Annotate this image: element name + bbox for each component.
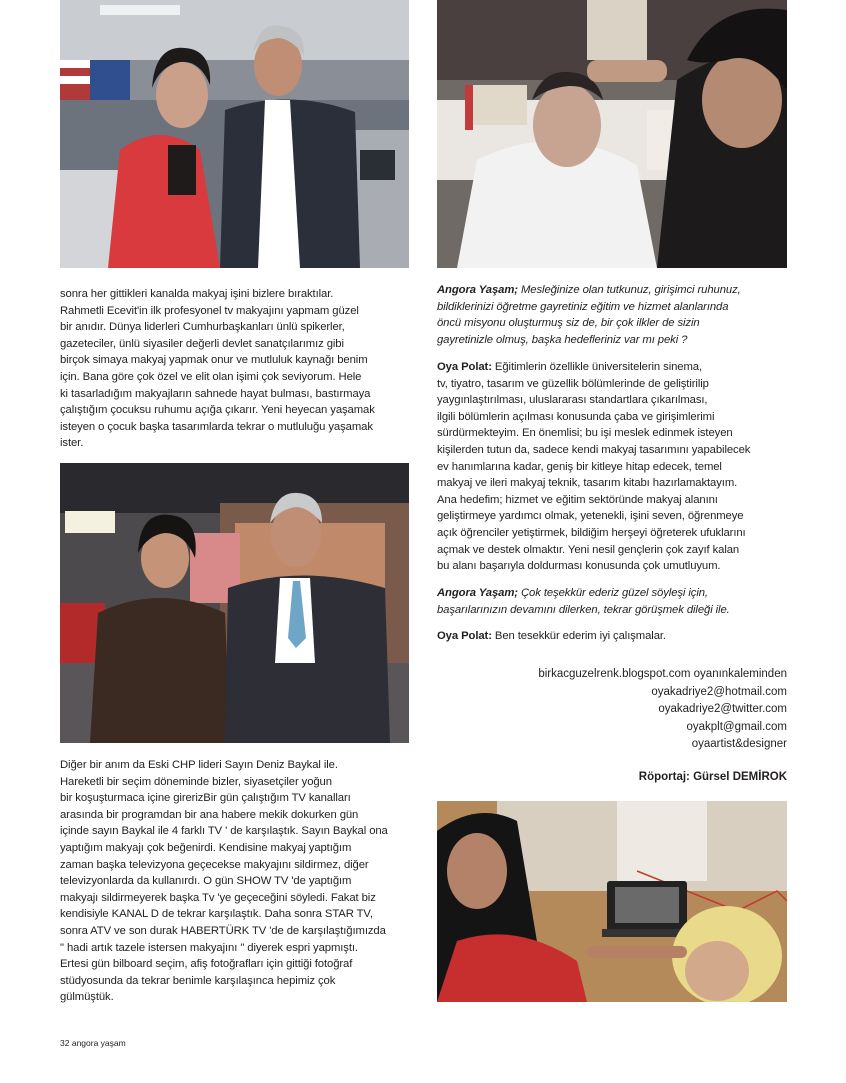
text-line: Hareketli bir seçim döneminde bizler, siyasetçiler yoğun <box>60 775 332 788</box>
text-line: Mesleğinize olan tutkunuz, girişimci ruhunuz, <box>517 284 741 296</box>
text-line: gayretinizle olmuş, başka hedefleriniz var mı peki ? <box>437 333 688 346</box>
text-line: stüdyosunda da tekrar benimle karşılaşınca hepimiz çok <box>60 974 336 987</box>
contact-blog: birkacguzelrenk.blogspot.com oyanınkaleminden <box>538 668 787 680</box>
interview-answer-1 <box>437 359 795 575</box>
text-line: ki tasarladığım makyajların sahnede hayat bulması, bastırmaya <box>60 387 371 400</box>
contact-twitter: oyakadriye2@twitter.com <box>658 703 787 715</box>
text-line: Rahmetli Ecevit'in ilk profesyonel tv makyajını yapmam güzel <box>60 304 359 317</box>
text-line: zaman başka televizyona geçecekse makyajını sildirmez, diğer <box>60 858 369 871</box>
text-line: " hadi artık tazele istersen makyajını " diyerek espri yapmıştı. <box>60 941 358 954</box>
text-line: öncü misyonu oluşturmuş siz de, bir çok ilkler de sizin <box>437 317 700 330</box>
text-line: açık öğrenciler yetiştirmek, bildiğim herşeyi öğreterek ufuklarını <box>437 526 746 539</box>
text-line: gülmüştük. <box>60 991 114 1004</box>
text-line: çalıştığım çocuksu ruhumu açığa çıkarır. Yeni heyecan yaşamak <box>60 404 375 417</box>
text-line: makyaj ve ileri makyaj teknik, tasarım kitabı hazırlamaktayım. <box>437 477 738 490</box>
text-line: tv, tiyatro, tasarım ve güzellik bölümlerinde de geliştirilip <box>437 377 709 390</box>
magazine-name: angora yaşam <box>71 1038 126 1048</box>
photo-makeup-with-laptop <box>437 801 787 1002</box>
text-line: geliştirmeye yardımcı olmak, yetenekli, işini seven, öğrenmeye <box>437 510 744 523</box>
text-line: makyajı sildirmeyerek başka Tv 'ye geçeceğini söyledi. Fakat biz <box>60 891 376 904</box>
text-line: televizyonlarda da kullanırdı. O gün SHOW TV 'de yaptığım <box>60 875 352 888</box>
page-number: 32 <box>60 1038 70 1048</box>
left-paragraph-1 <box>60 286 412 452</box>
text-line: Ertesi gün bilboard seçim, afiş fotoğrafları için gittiği fotoğraf <box>60 958 353 971</box>
text-line: Ana hedefim; hizmet ve eğitim sektöründe makyaj alanını <box>437 493 718 506</box>
text-line: arasında bir programdan bir ana habere mekik dokurken gün <box>60 808 359 821</box>
text-line: bu alanı başarıyla doldurması konusunda çok umutluyum. <box>437 560 721 573</box>
text-line: ister. <box>60 437 84 450</box>
page-footer <box>60 1038 126 1048</box>
text-line: kendisiyle KANAL D de tekrar karşılaştık. Daha sonra STAR TV, <box>60 908 373 921</box>
text-line: sürdürmekteyim. En önemlisi; bu işi meslek edinmek isteyen <box>437 427 733 440</box>
contact-title: oyaartist&designer <box>691 738 787 750</box>
interview-question-1 <box>437 282 795 348</box>
photo-newsroom-with-guest <box>60 0 409 268</box>
text-line: bir anıdır. Dünya liderleri Cumhurbaşkanları ünlü spikerler, <box>60 321 345 334</box>
photo-tv-studio-with-politician <box>60 463 409 743</box>
text-line: sonra ATV ve son durak HABERTÜRK TV 'de de karşılaştığımızda <box>60 924 386 937</box>
interviewee-label: Oya Polat: <box>437 630 492 642</box>
text-line: yaygınlaştırılması, uluslararası standartlara çıkarılması, <box>437 394 708 407</box>
text-line: bildiklerinizi öğretme gayretiniz eğitim ve hizmet alanlarında <box>437 300 729 313</box>
interview-question-2 <box>437 585 795 618</box>
contact-email: oyakplt@gmail.com <box>686 720 787 733</box>
text-line: ilgili bölümlerin açılması konusunda çaba ve girişimlerimi <box>437 410 715 423</box>
text-line: içinde sayın Baykal ile 4 farklı TV ' de karşılaştık. Sayın Baykal ona <box>60 825 388 838</box>
text-line: yaptığım makyajı çok beğenirdi. Kendisine makyaj yaptığım <box>60 841 352 854</box>
interview-credit: Röportaj: Gürsel DEMİROK <box>638 771 787 783</box>
text-line: birçok simaya makyaj yapmak onur ve mutluluk kaynağı benim <box>60 354 368 367</box>
photo-makeup-application <box>437 0 787 268</box>
text-line: kişilerden tutun da, sadece kendi makyaj tasarımını yapabilecek <box>437 443 751 456</box>
contact-list <box>437 666 787 754</box>
text-line: açmak ve destek olmaktır. Yeni nesil gençlerin çok zayıf kalan <box>437 543 740 556</box>
text-line: gazeteciler, ünlü siyasiler değerli devlet sanatçılarımız gibi <box>60 337 344 350</box>
text-line: bir koşuşturmaca içine girerizBir gün çalıştığım TV kanalları <box>60 792 351 805</box>
interview-answer-2 <box>437 628 795 645</box>
text-line: Ben tesekkür ederim iyi çalışmalar. <box>491 630 666 642</box>
text-line: başarılarınızın devamını dilerken, tekrar görüşmek dileği ile. <box>437 603 730 616</box>
text-line: sonra her gittikleri kanalda makyaj işini bizlere bıraktılar. <box>60 288 334 300</box>
left-paragraph-2 <box>60 757 412 1006</box>
interviewee-label: Oya Polat: <box>437 361 492 373</box>
text-line: Diğer bir anım da Eski CHP lideri Sayın Deniz Baykal ile. <box>60 759 338 771</box>
contact-email: oyakadriye2@hotmail.com <box>651 685 787 698</box>
text-line: için. Bana göre çok özel ve elit olan işimi çok seviyorum. Hele <box>60 370 362 383</box>
text-line: isteyen o çocuk başka tasarımlarda tekrar o mutluluğu yaşamak <box>60 420 373 433</box>
text-line: Eğitimlerin özellikle üniversitelerin sinema, <box>491 361 702 373</box>
text-line: ev hanımlarına kadar, geniş bir kitleye hitap edecek, temel <box>437 460 722 473</box>
interviewer-label: Angora Yaşam; <box>437 587 518 599</box>
interviewer-label: Angora Yaşam; <box>437 284 518 296</box>
text-line: Çok teşekkür ederiz güzel söyleşi için, <box>517 587 708 599</box>
